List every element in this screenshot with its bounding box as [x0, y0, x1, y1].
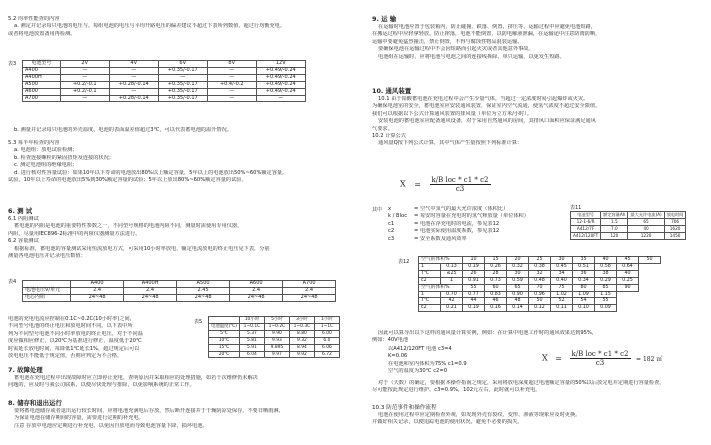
sec101-paragraph-3: 我们可以根据以下公式计算通风装置的排风量（单位为立方米/小时）。: [372, 110, 532, 117]
sec61-title: 6.1 内阻测试: [8, 216, 39, 222]
table-header-cell: 10小时: [239, 317, 264, 324]
example-line: 在电池和室内体积为75% c1=0.9: [388, 360, 467, 367]
left-column: [8, 0, 348, 445]
table-cell: 0.96: [529, 291, 551, 298]
sec61-paragraph-1: 蓄电池的内阻是电池的重要特性参数之一，不同型号规格的电池内阻不同，测量时需使用专用仪器，: [14, 223, 243, 230]
table-cell: 7.0: [601, 225, 628, 232]
table-cell: 32: [529, 270, 551, 277]
example-paragraph-1: 因此可以算导出以下这样的通风量计算实例，例如：在计算中电池工作时的通风效果达到95%，: [378, 330, 598, 336]
table-cell: 0.40: [551, 277, 573, 284]
table-cell: 50: [529, 298, 551, 305]
table-cell: 电池电压V/单元: [23, 287, 71, 294]
table-cell: +0.49/-0.24: [256, 67, 305, 74]
table-cell: 1: [419, 263, 441, 270]
table-cell: 0.19: [463, 305, 485, 312]
table-cell: +0.2/-0.1: [60, 88, 109, 95]
table-header-cell: 3小时: [289, 317, 314, 324]
definition-text: = 每安时容量在充电时的氢气释放量（单位体积）: [414, 213, 529, 220]
table-header-cell: A600: [230, 281, 283, 288]
table-row: [209, 323, 340, 330]
table-cell: 24~48: [71, 294, 124, 301]
table-cell: 42: [441, 298, 463, 305]
table-cell: 34: [551, 270, 573, 277]
sec101-paragraph-4: 安装电池的蓄电池室应配备通风设备，对于采用自然通风的房间，其排风口面积应保证满足通风: [378, 118, 596, 125]
table-s-caption: 表11: [570, 205, 582, 211]
table-cell: 65: [507, 284, 529, 291]
table-cell: 6.0: [314, 337, 339, 344]
definition-text: = 电池在浮充电时的电流，参见表12: [414, 220, 500, 227]
sec63-line-2: 不同型号电池的终止电压和放电时间不同。以下表中所: [8, 323, 133, 330]
table-row: [419, 284, 661, 291]
table-cell: 1~1C: [314, 323, 339, 330]
example-line: 空气的温度为30℃ c2=0: [388, 368, 448, 375]
table-cell: —: [60, 67, 109, 74]
table-cell: 55: [463, 284, 485, 291]
sec101-paragraph-1: 10.1 由于铅酸蓄电池在充电过程中会产生少量气体，当超过一定浓度时易引起爆炸或火灾。: [378, 96, 589, 102]
table-cell: —: [207, 88, 256, 95]
definition-text: = 空气中氢气的最大允许浓度（体积比）: [414, 206, 509, 212]
table-cell: —: [207, 95, 256, 102]
table-cell: 5.91: [239, 344, 264, 351]
table-cell: 9.895: [264, 344, 289, 351]
table-cell: —: [60, 74, 109, 81]
table-cell: 空气的体积%: [419, 284, 463, 291]
table-row: [419, 305, 661, 312]
table-header-cell: 电池型号: [23, 61, 61, 68]
table-row: [23, 294, 336, 301]
table-cell: 2.45: [177, 287, 230, 294]
definition-item: [388, 221, 548, 228]
table-cell: +0.28/-0.14: [109, 81, 158, 88]
table-cell: 1: [419, 291, 441, 298]
table-cell: 40: [617, 270, 639, 277]
table3-caption: 表5: [194, 319, 203, 325]
table2-caption: 表4: [8, 279, 17, 285]
table12-caption: 表12: [398, 259, 410, 265]
table-cell: —: [109, 67, 158, 74]
table-row: [419, 263, 661, 270]
table-row: [571, 225, 686, 232]
example-line: 以A412/120FT 电池 c3=4: [388, 346, 452, 352]
table-header-cell: 5小时: [264, 317, 289, 324]
table-cell: 1220: [628, 232, 664, 239]
sec52-paragraph-2: 或者将电池放置备用再检测。: [8, 30, 76, 37]
definition-symbol: k / Bloc: [388, 213, 408, 220]
table-header-cell: 放电时间: [664, 212, 686, 219]
sec9-paragraph-3: 运输中要避免猛烈撞击，禁止倒置，不得与腐蚀性物品混装运输。: [372, 38, 523, 45]
table-cell: A412/120FT: [571, 232, 601, 239]
sec52-paragraph-1: a. 测定并记录每只电池的电压与。每组电池的电压与平均开路电压的偏差建议不超过下表所列数值，超过行均衡充电。: [14, 23, 286, 30]
table-cell: A700: [23, 95, 61, 102]
sec53-item-3: c. 测定电池组的绝缘电阻；: [14, 162, 78, 169]
formula-1-numerator: k/B loc * c1 * c2: [431, 176, 489, 184]
sec53-item-2: b. 检查连接螺栓的紧固扭矩及连接的状况；: [14, 154, 114, 161]
table-cell: 70: [529, 284, 551, 291]
table-header-cell: 4V: [109, 61, 158, 68]
table-cell: 55: [595, 298, 617, 305]
table-cell: +0.49/-0.24: [256, 74, 305, 81]
table-cell: 48: [507, 298, 529, 305]
table-row: [419, 291, 661, 298]
formula-1-equals: =: [414, 179, 421, 189]
table-cell: 0.64: [617, 263, 639, 270]
table-cell: 1~0.2C: [264, 323, 289, 330]
table-cell: 26: [463, 270, 485, 277]
sec10-title: 10. 通风装置: [372, 87, 412, 95]
sec7-title: 7. 故障处理: [8, 366, 43, 374]
definition-symbol: c3: [388, 235, 395, 242]
sec63-line-5: 时需延长放电时间，每降低1℃延长1%，超过规定后可以: [8, 345, 140, 352]
sec53-paragraph-2: 试验，10年以上寿命的电池放出5%到30%额定容量的试验；5年以上放出80%~60%额定容量的试验。: [8, 177, 247, 184]
table-cell: 46: [485, 298, 507, 305]
table-row: [23, 74, 306, 81]
table-cell: +0.2/-0.1: [60, 81, 109, 88]
table-cell: 12-1-6/R: [571, 218, 601, 225]
table-cell: 2.4: [283, 287, 336, 294]
definition-text: = 安全系数及通风效率: [414, 235, 467, 242]
table-header-row: [23, 61, 306, 68]
table-cell: 0.19: [463, 263, 485, 270]
table-cell: 0.10: [573, 305, 595, 312]
table-cell: c2: [419, 305, 441, 312]
table1-caption: 表3: [8, 61, 17, 67]
table-cell: 1.02: [551, 291, 573, 298]
table-cell: 9.92: [289, 351, 314, 358]
table-cell: 75: [551, 284, 573, 291]
table-cell: 80: [573, 284, 595, 291]
table-cell: —: [158, 74, 207, 81]
sec62-title: 6.2 容量测试: [8, 238, 39, 245]
table-cell: 25: [529, 257, 551, 264]
sec9-paragraph-4: 要确保电池在运输过程中不会因短路而引起火灾或者其他意外事故。: [378, 46, 534, 53]
table-row: [571, 232, 686, 239]
table-row: [419, 270, 661, 277]
table-cell: 40: [595, 257, 617, 264]
table-cell: 0.58: [595, 263, 617, 270]
table-cell: 0.83: [485, 291, 507, 298]
table-cell: 10: [463, 257, 485, 264]
table-cell: ≤25: [441, 270, 463, 277]
table-row: [571, 218, 686, 225]
table-cell: 24~48: [124, 294, 177, 301]
formula-2-equals: =: [555, 353, 562, 363]
table-cell: 6.72: [314, 351, 339, 358]
table-cell: 85: [595, 284, 617, 291]
table-header-cell: 2V: [60, 61, 109, 68]
table-cell: 65: [628, 218, 664, 225]
table-header-cell: 1小时: [314, 317, 339, 324]
table-cell: 0.12: [529, 305, 551, 312]
table-cell: 50: [639, 257, 661, 264]
sec52-paragraph-3: b. 测量并记录每只电池的外壳温度，电池的表面温差值超过3℃，可以代表蓄电池的温升情况。: [14, 127, 233, 133]
table-cell: T℃: [419, 270, 441, 277]
table-cell: 6.06: [314, 344, 339, 351]
table-cell: 44: [463, 298, 485, 305]
table-cell: A412/7F: [571, 225, 601, 232]
table-cell: A600: [23, 88, 61, 95]
definition-item: [388, 213, 548, 220]
table-cell: —: [109, 88, 158, 95]
table-cell: 15: [485, 257, 507, 264]
table-cell: 1.09: [573, 291, 595, 298]
table-cell: 9.32: [289, 337, 314, 344]
table-cell: A400: [23, 67, 61, 74]
sec102-title: 10.2 计算公式: [372, 133, 406, 140]
table-cell: A500: [23, 81, 61, 88]
table-cell: 10℃: [209, 337, 240, 344]
table-header-cell: A400H: [124, 281, 177, 288]
example-paragraph-3: 对于（天数）的确定，要根据本操作指南之规定，采用将放电深度超过电池额定容量的50%以后放完电并定期进行容量检查，: [378, 380, 665, 386]
definition-symbol: x: [388, 206, 392, 212]
sec6-title: 6. 测 试: [8, 207, 33, 215]
formula-2: [542, 350, 662, 367]
table-cell: +0.35/-0.17: [158, 88, 207, 95]
table-cell: 0.11: [551, 305, 573, 312]
table-header-cell: [209, 317, 240, 324]
table-cell: 54: [573, 298, 595, 305]
table-cell: c2: [419, 277, 441, 284]
sec101-paragraph-5: 气要求。: [372, 125, 393, 132]
table-cell: 30: [551, 257, 573, 264]
table-cell: 28: [485, 270, 507, 277]
table-cell: 0.91: [463, 277, 485, 284]
table-cell: 5.81: [239, 337, 264, 344]
table-cell: +0.35/-0.17: [158, 81, 207, 88]
table-header-cell: 12V: [256, 61, 305, 68]
table-header-cell: 电池型号: [571, 212, 601, 219]
sec8-paragraph-3: 注意 存放中电池应定期进行补充电，以免因自放电而导致电池容量下降，损坏电池。: [14, 422, 208, 429]
table-cell: 24~48: [177, 294, 230, 301]
table-cell: 1~0.3C: [289, 323, 314, 330]
table-cell: 0.32: [507, 263, 529, 270]
table-cell: 35: [573, 257, 595, 264]
formula-2-numerator: k/B loc * c1 * c2: [571, 350, 629, 358]
table-row: [209, 330, 340, 337]
table-cell: 0.38: [529, 263, 551, 270]
formula-2-denominator: c3: [595, 359, 605, 367]
table2: [22, 280, 336, 302]
table-cell: 空气的体积%: [419, 257, 463, 264]
table-cell: 9.93: [264, 337, 289, 344]
table-cell: 20℃: [209, 351, 240, 358]
table-cell: 24~48: [283, 294, 336, 301]
table-cell: 0.77: [463, 291, 485, 298]
example-line: K=0.06: [388, 353, 408, 360]
table-cell: 0.73: [485, 277, 507, 284]
example-paragraph-4: 尽可能按此规定进行维护，c3=0.9%，102元左右，此时就可以补充电。: [372, 387, 541, 394]
sec53-item-4: d. 进行核对性容量试验：如果10年以下寿命的电池放出80%以上额定容量，5年以上的电池放出50%~60%额定容量。: [14, 169, 288, 176]
table-cell: +0.49/-0.24: [256, 88, 305, 95]
sec63-line-6: 放电电压不能低于规定值，否则应判定为不合格。: [8, 353, 123, 360]
table-cell: T℃: [419, 298, 441, 305]
table-cell: 0.45: [551, 263, 573, 270]
table-cell: 30: [507, 270, 529, 277]
table-header-cell: 最大允许电流(A): [628, 212, 664, 219]
table-cell: 0.48: [529, 277, 551, 284]
table-cell: 电芯内阻: [23, 294, 71, 301]
table12: [418, 256, 661, 312]
sec8-paragraph-1: 要将蓄电池储存或者退出运行较长时间，应将电池充满电后存放，然后断开连接并于干燥阴凉处保存，不要日晒雨淋，: [14, 408, 284, 414]
definitions-list: [388, 206, 548, 243]
sec9-title: 9. 运 输: [372, 15, 397, 23]
table-cell: 90: [617, 284, 639, 291]
table-s: [570, 211, 686, 240]
definition-symbol: c1: [388, 220, 395, 227]
table-cell: 0.59: [507, 277, 529, 284]
sec9-paragraph-2: 在搬运过程中应轻拿轻放，防止摔落，电池不能倒置，以防电解液泄漏，在运输途中注意防雨防晒，: [372, 31, 601, 38]
example-lines: [388, 346, 518, 376]
sec53-item-1: a. 电池组：放电试验检测；: [14, 147, 78, 154]
table-cell: 6.04: [239, 351, 264, 358]
table-cell: 1.15: [595, 291, 617, 298]
table-header-cell: 6V: [158, 61, 207, 68]
formula-1-denominator: c3: [455, 185, 465, 193]
table-header-row: [23, 281, 336, 288]
table-cell: 2.4: [71, 287, 124, 294]
table-header-cell: 额定容量Ah: [601, 212, 628, 219]
table-row: [419, 277, 661, 284]
table-cell: 0.70: [441, 291, 463, 298]
table-header-cell: A400: [71, 281, 124, 288]
table-cell: 0.13: [441, 263, 463, 270]
table-cell: —: [256, 95, 305, 102]
table-cell: 5.37: [239, 330, 264, 337]
table-cell: 1.5: [601, 218, 628, 225]
table3: [208, 316, 340, 358]
table-cell: —: [60, 95, 109, 102]
formula-2-lhs: X: [542, 353, 548, 363]
table-cell: 0.51: [573, 263, 595, 270]
example-paragraph-2: 例如：40V电池: [372, 337, 409, 344]
table-row: [209, 351, 340, 358]
table-cell: 706: [664, 218, 686, 225]
table-cell: 8.94: [289, 344, 314, 351]
right-column: [372, 0, 704, 445]
sec62-paragraph-2: 测量各电池电压并记录电压数值：: [8, 253, 86, 260]
table-cell: 38: [595, 270, 617, 277]
table-row: [23, 287, 336, 294]
sec102-paragraph-1: 通风量Q按下列公式计算，其中气体产生量按照下列标准计算：: [378, 140, 523, 147]
sec63-line-1: 电池的充电电流应控制在0.1C~0.2C(10小时率)之间，: [8, 316, 135, 322]
table-row: [23, 95, 306, 102]
sec103-paragraph-2: 并做好相关记录，以便追踪电池的使用状况，避免不必要的损失。: [372, 419, 523, 426]
table-cell: 45: [617, 257, 639, 264]
table-cell: 1450: [664, 232, 686, 239]
table-cell: 1: [441, 277, 463, 284]
formula-2-result: = 182 ㎥: [636, 355, 663, 363]
table-row: [23, 81, 306, 88]
table-cell: +0.4/-0.2: [207, 81, 256, 88]
table-cell: 0.90: [507, 291, 529, 298]
sec62-paragraph-1: 根据标准，蓄电池的容量测试采用恒流放电方式，可采用10小时率放电，额定电流放电的终止电压见下表，分别: [14, 245, 270, 252]
table-cell: 1~0.1C: [239, 323, 264, 330]
table-header-cell: A700: [283, 281, 336, 288]
table-header-cell: 8V: [207, 61, 256, 68]
sec63-line-4: 度应做相应修正，以20℃为基准进行修正，温度低于20℃: [8, 338, 142, 345]
table-cell: 8.80: [289, 330, 314, 337]
definition-item: [388, 228, 548, 235]
table1: [22, 60, 306, 102]
sec7-paragraph-1: 蓄电池在充电过程中出现故障时应立即停止充电，查明原因并采取相应的处理措施，如若干次维修仍未解决: [14, 375, 258, 381]
table-header-row: [209, 317, 340, 324]
table-cell: +0.35/-0.17: [158, 67, 207, 74]
table-cell: 52: [551, 298, 573, 305]
table-cell: 0.29: [595, 277, 617, 284]
table-row: [419, 298, 661, 305]
table-cell: 0.09: [595, 305, 617, 312]
sec53-title: 5.3 每半年检查的内容: [8, 140, 60, 146]
sec9-paragraph-5: 电池组在运输时，应将电池与电池之间的连接线拆除，单只运输，以免发生短路。: [378, 53, 565, 60]
table-cell: 9.90: [264, 330, 289, 337]
table-row: [209, 337, 340, 344]
sec52-title: 5.2 均率性能查的内容: [8, 16, 60, 22]
sec7-paragraph-2: 问题的，应及时与我公司联系，以便尽快处理与排除，以免影响系统的正常工作。: [8, 382, 195, 389]
table-cell: 15℃: [209, 344, 240, 351]
table-cell: 0.25: [617, 277, 639, 284]
sec63-line-3: 列为不同型号电池不同小时率放电的终止电压，对于不同温: [8, 330, 143, 337]
definition-text: = 电池实际使用温度系数，参见表12: [414, 228, 500, 235]
table-cell: +0.28/-0.14: [109, 95, 158, 102]
formula-1: [400, 176, 491, 193]
definition-item: [388, 206, 548, 213]
table-cell: 电池温度(℃): [209, 323, 240, 330]
table-cell: A400H: [23, 74, 61, 81]
table-cell: +0.49/-0.24: [256, 81, 305, 88]
table-cell: 20: [507, 257, 529, 264]
table-cell: 5℃: [209, 330, 240, 337]
definitions-label: 其中: [372, 207, 383, 213]
sec103-paragraph-1: 电池在使用过程中应定期检查外观，如发现外壳有裂纹、变形、渗液等现象应及时更换。: [378, 412, 581, 418]
table-cell: 36: [573, 270, 595, 277]
sec8-paragraph-2: 为保证电池在储存期间的容量，需要进行定期的补充电。: [14, 415, 144, 422]
sec61-paragraph-2: 内阻，尽量用IEC896-2标准中的内阻仪器测量方法进行。: [8, 230, 141, 237]
table-row: [209, 344, 340, 351]
table-row: [23, 67, 306, 74]
table-cell: 0.21: [441, 305, 463, 312]
table-cell: 0.34: [573, 277, 595, 284]
formula-1-lhs: X: [400, 179, 406, 189]
table-cell: 0.14: [507, 305, 529, 312]
table-cell: —: [207, 67, 256, 74]
table-cell: —: [109, 74, 158, 81]
sec8-title: 8. 储存和退出运行: [8, 399, 62, 407]
table-cell: 60: [485, 284, 507, 291]
table-cell: 2.4: [124, 287, 177, 294]
definition-symbol: c2: [388, 228, 395, 235]
table-cell: 2.4: [230, 287, 283, 294]
sec103-title: 10.3 防范事件和操作流程: [372, 405, 437, 411]
table-cell: +0.35/-0.17: [158, 95, 207, 102]
definition-item: [388, 236, 548, 243]
sec101-paragraph-2: 为确保电池室的安全，蓄电池室应安装通风装置，保证室内空气流通，使氢气浓度不超过安全限值。: [372, 103, 601, 110]
table-row: [23, 88, 306, 95]
table-header-row: [571, 212, 686, 219]
table-cell: 24~48: [230, 294, 283, 301]
table-cell: —: [207, 74, 256, 81]
table-cell: 1620: [664, 225, 686, 232]
sec9-paragraph-1: 在运输时电池应置于包装箱内，防止碰撞、跌落、倒置、挤压等，运输过程中应避免电池短路，: [378, 24, 596, 30]
table-row: [419, 257, 661, 264]
table-cell: 9.97: [264, 351, 289, 358]
table-cell: 40: [628, 225, 664, 232]
table-cell: 120: [601, 232, 628, 239]
table-cell: 6.00: [314, 330, 339, 337]
table-header-cell: A500: [177, 281, 230, 288]
table-cell: 0.26: [485, 263, 507, 270]
table-cell: 0.16: [485, 305, 507, 312]
